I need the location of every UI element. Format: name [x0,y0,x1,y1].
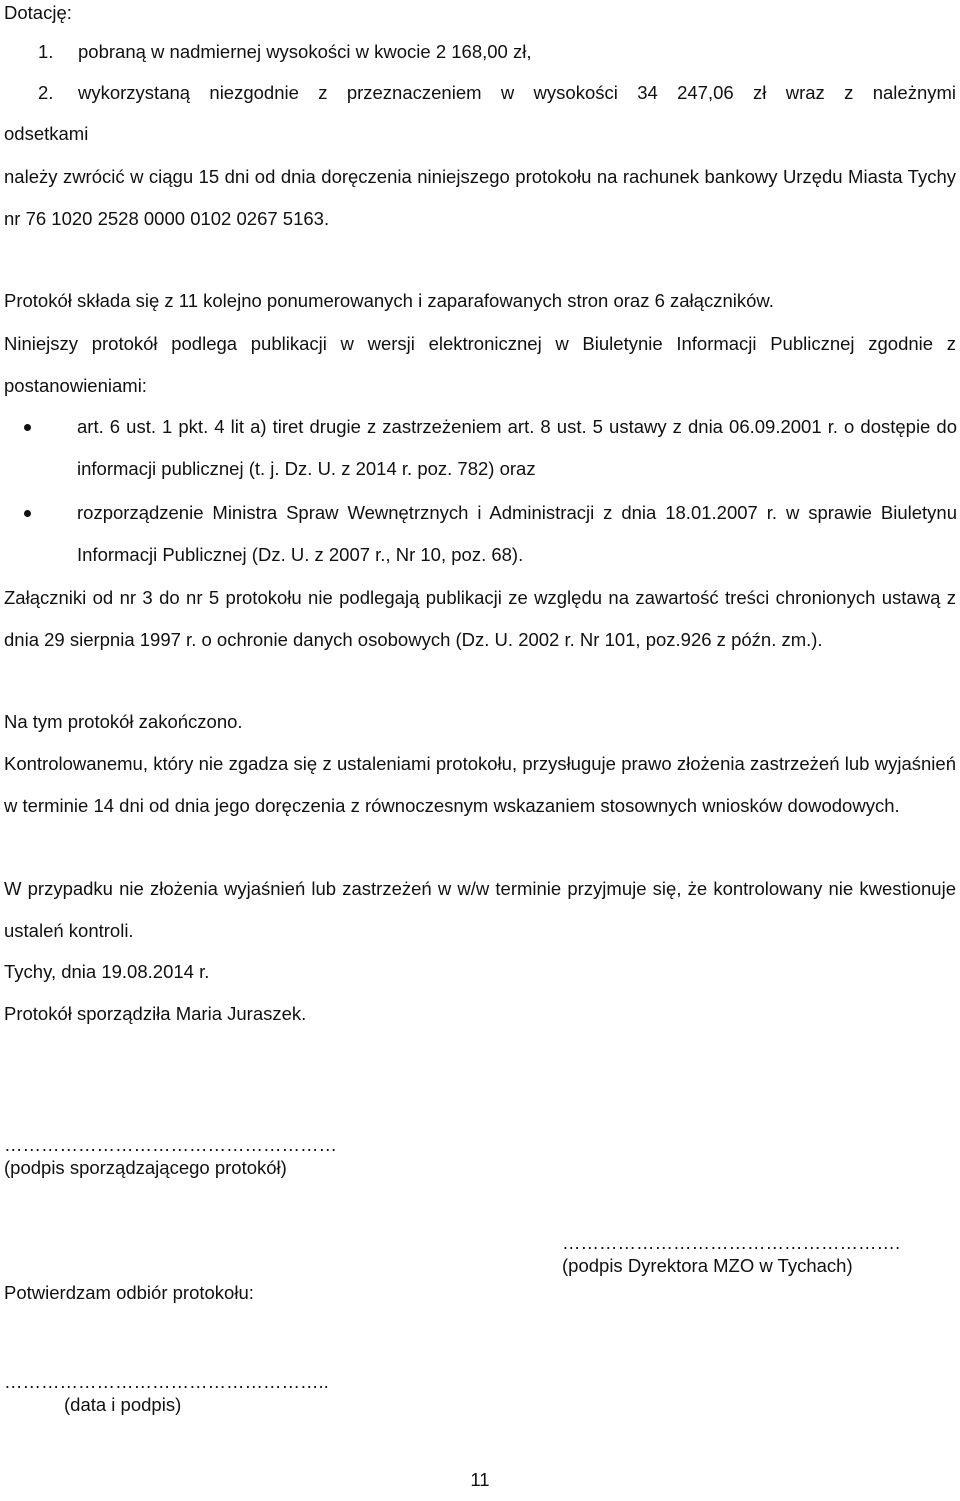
bullet-dot [24,510,31,517]
publication-paragraph: Niniejszy protokół podlega publikacji w wersji elektronicznej w Biuletynie Informacji Publicznej zgodnie z postanowieniami: [4,333,956,396]
preparer-signature-label: (podpis sporządzającego protokół) [4,1157,287,1178]
place-date: Tychy, dnia 19.08.2014 r. [4,961,210,982]
list-item: wykorzystaną niezgodnie z przeznaczeniem w wysokości 34 247,06 zł wraz z należnymi [78,82,956,103]
closing-line: Na tym protokół zakończono. [4,711,243,732]
receipt-signature-label: (data i podpis) [64,1394,182,1415]
list-item: pobraną w nadmiernej wysokości w kwocie 2 168,00 zł, [78,41,532,62]
receipt-label: Potwierdzam odbiór protokołu: [4,1282,254,1303]
bullet-dot [24,424,31,431]
bullet-item: art. 6 ust. 1 pkt. 4 lit a) tiret drugie z zastrzeżeniem art. 8 ust. 5 ustawy z dnia 06.09.2001 r. o dostępie do informacji publicznej (t. j. Dz. U. z 2014 r. poz. 782) oraz [77,416,957,479]
list-number: 2. [38,82,54,103]
author-line: Protokół sporządziła Maria Juraszek. [4,1003,307,1024]
objection-paragraph: Kontrolowanemu, który nie zgadza się z ustaleniami protokołu, przysługuje prawo złożenia zastrzeżeń lub wyjaśnień w terminie 14 dni od dnia jego doręczenia z równoczesnym wskazaniem stosownych wniosków dowodowych. [4,753,956,816]
list-continuation: odsetkami [4,123,89,144]
list-number: 1. [38,41,54,62]
pages-paragraph: Protokół składa się z 11 kolejno ponumerowanych i zaparafowanych stron oraz 6 załączników. [4,290,774,311]
bullet-item: rozporządzenie Ministra Spraw Wewnętrznych i Administracji z dnia 18.01.2007 r. w sprawie Biuletynu Informacji Publicznej (Dz. U. z 2007 r., Nr 10, poz. 68). [77,502,957,565]
attachments-paragraph: Załączniki od nr 3 do nr 5 protokołu nie podlegają publikacji ze względu na zawartość treści chronionych ustawą z dnia 29 sierpnia 1997 r. o ochronie danych osobowych (Dz. U. 2002 r. Nr 101, poz.926 z późn. zm.). [4,587,956,650]
director-signature-label: (podpis Dyrektora MZO w Tychach) [562,1255,853,1276]
intro-label: Dotację: [4,2,72,23]
receipt-signature-dots: …………………………………………….. [4,1371,329,1392]
page-number: 11 [470,1469,490,1490]
no-objection-paragraph: W przypadku nie złożenia wyjaśnień lub zastrzeżeń w w/w terminie przyjmuje się, że kontrolowany nie kwestionuje ustaleń kontroli. [4,878,956,941]
director-signature-dots: ………………………………………………. [562,1232,901,1253]
preparer-signature-dots: ……………………………………………… [4,1134,337,1155]
return-paragraph: należy zwrócić w ciągu 15 dni od dnia doręczenia niniejszego protokołu na rachunek bankowy Urzędu Miasta Tychy nr 76 1020 2528 0000 0102 0267 5163. [4,166,956,229]
